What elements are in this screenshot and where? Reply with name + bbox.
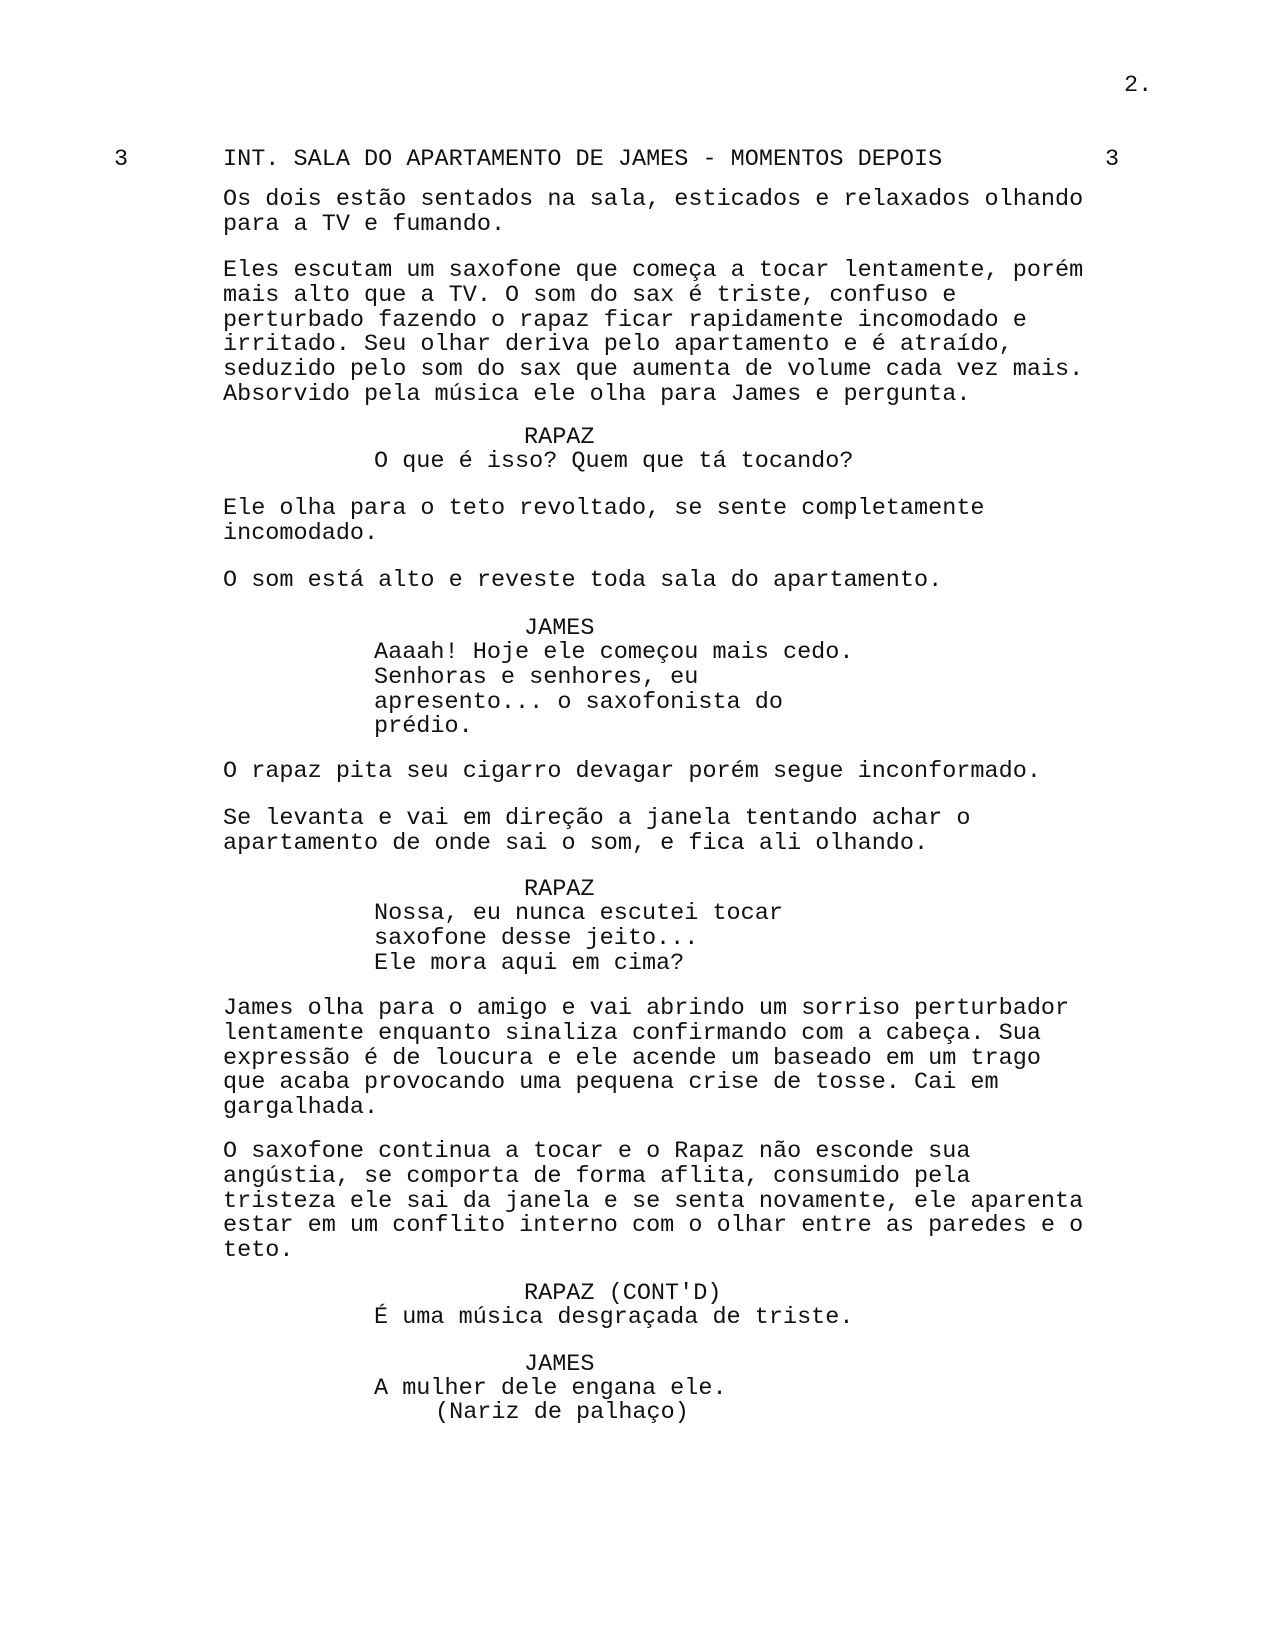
dialogue [374,902,783,976]
action-line: apartamento de onde sai o som, e fica ali olhando. [223,829,929,857]
action-line: Os dois estão sentados na sala, esticados e relaxados olhando [223,186,1084,213]
character-name: JAMES [524,615,595,642]
dialogue-line: Senhoras e senhores, eu [374,663,699,691]
dialogue-line: Ele mora aqui em cima? [374,949,685,977]
action-paragraph [223,807,1123,857]
action-line: angústia, se comporta de forma aflita, consumido pela [223,1162,971,1190]
action-line: teto. [223,1237,294,1265]
dialogue-line: Aaaah! Hoje ele começou mais cedo. [374,639,854,666]
dialogue-line: Nossa, eu nunca escutei tocar [374,900,783,927]
dialogue-line: apresento... o saxofonista do [374,688,783,716]
dialogue-line: O que é isso? Quem que tá tocando? [374,448,854,475]
dialogue [374,1306,853,1331]
dialogue-line: prédio. [374,713,473,741]
action-line: Se levanta e vai em direção a janela tentando achar o [223,805,971,832]
action-line: que acaba provocando uma pequena crise de tosse. Cai em [223,1069,999,1097]
action-line: O som está alto e reveste toda sala do apartamento. [223,567,943,594]
action-line: O rapaz pita seu cigarro devagar porém segue inconformado. [223,758,1041,785]
action-paragraph [223,569,1123,594]
action-line: irritado. Seu olhar deriva pelo apartamento e é atraído, [223,331,1013,359]
action-line: Eles escutam um saxofone que começa a tocar lentamente, porém [223,257,1084,284]
action-paragraph [223,259,1123,408]
action-line: O saxofone continua a tocar e o Rapaz não esconde sua [223,1138,971,1165]
action-line: perturbado fazendo o rapaz ficar rapidamente incomodado e [223,306,1027,334]
action-line: estar em um conflito interno com o olhar entre as paredes e o [223,1212,1084,1240]
scene-number-left: 3 [114,146,129,173]
scene-heading: INT. SALA DO APARTAMENTO DE JAMES - MOMENTOS DEPOIS [223,146,943,173]
action-line: para a TV e fumando. [223,210,506,238]
action-line: incomodado. [223,519,379,547]
action-paragraph [223,997,1123,1121]
scene-number-right: 3 [1105,146,1120,173]
action-line: James olha para o amigo e vai abrindo um sorriso perturbador [223,995,1070,1022]
dialogue [374,641,853,740]
action-paragraph [223,1140,1123,1264]
dialogue-line: saxofone desse jeito... [374,924,699,952]
action-paragraph [223,497,1123,547]
character-name: JAMES [524,1351,595,1378]
character-name: RAPAZ (CONT'D) [524,1280,722,1307]
action-line: expressão é de loucura e ele acende um baseado em um trago [223,1044,1041,1072]
dialogue-line: É uma música desgraçada de triste. [374,1304,854,1331]
action-line: Absorvido pela música ele olha para James e pergunta. [223,380,971,408]
action-line: mais alto que a TV. O som do sax é triste, confuso e [223,281,957,309]
character-name: RAPAZ [524,424,595,451]
dialogue [374,450,853,475]
action-line: gargalhada. [223,1094,379,1122]
parenthetical: (Nariz de palhaço) [435,1399,689,1426]
action-paragraph [223,188,1123,238]
character-name: RAPAZ [524,876,595,903]
action-line: Ele olha para o teto revoltado, se sente completamente [223,495,985,522]
action-line: seduzido pelo som do sax que aumenta de volume cada vez mais. [223,356,1084,384]
action-line: tristeza ele sai da janela e se senta novamente, ele aparenta [223,1187,1084,1215]
page-number: 2. [1124,72,1153,99]
action-paragraph [223,760,1123,785]
action-line: lentamente enquanto sinaliza confirmando com a cabeça. Sua [223,1019,1041,1047]
dialogue-line: A mulher dele engana ele. [374,1375,727,1402]
